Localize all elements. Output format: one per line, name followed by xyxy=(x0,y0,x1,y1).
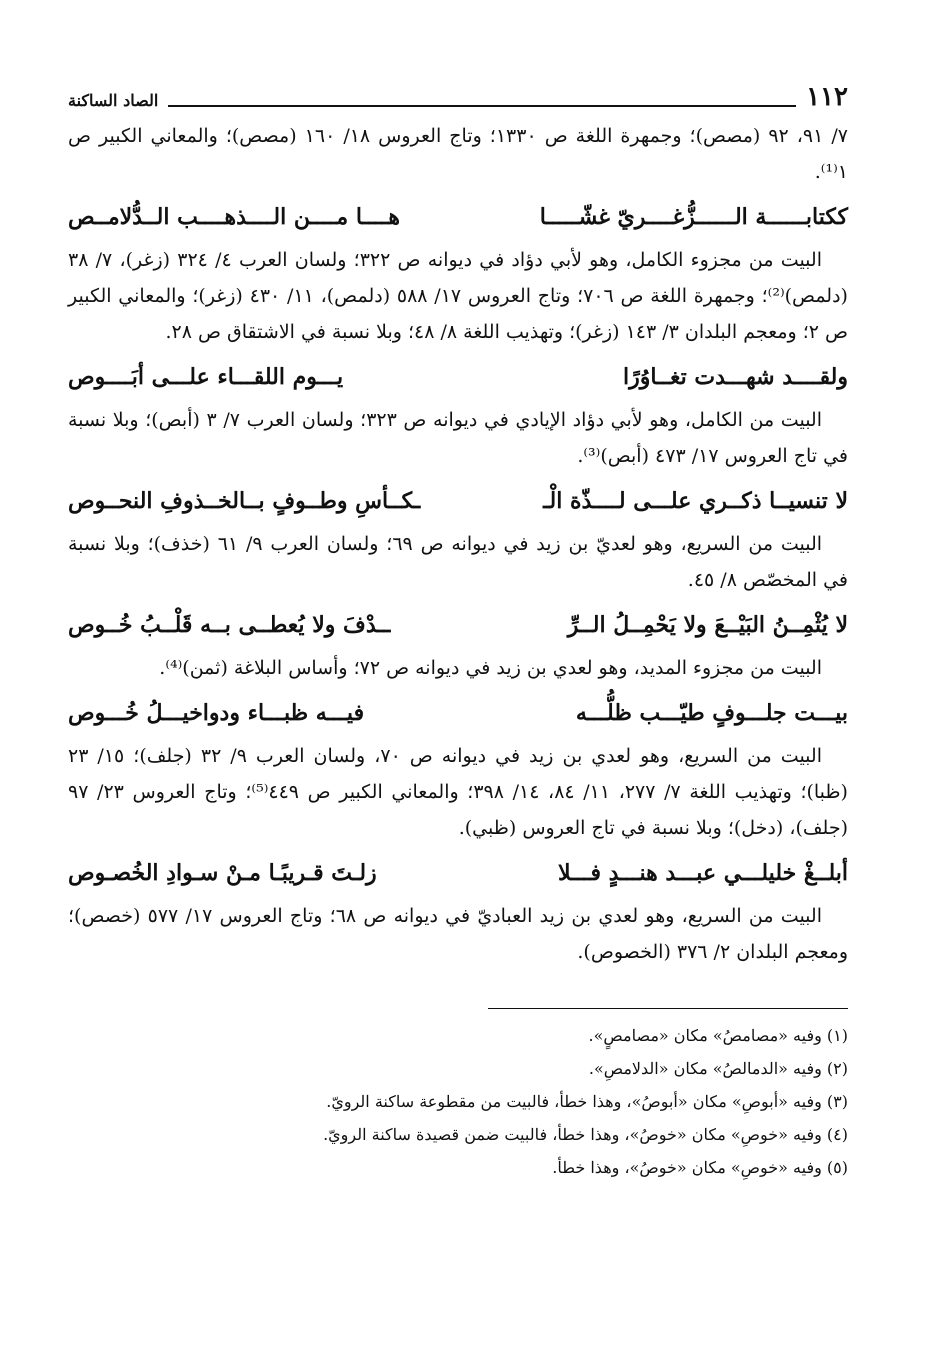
verse-commentary: البيت من السريع، وهو لعدي بن زيد في ديوانه ص ٧٠، ولسان العرب ٩/ ٣٢ (جلف)؛ ١٥/ ٢٣ (ظبا)؛ وتهذيب اللغة ٧/ ٢٧٧، ١١/ ٨٤، ١٤/ ٣٩٨؛ والمعاني الكبير ص ٤٤٩⁽⁵⁾؛ وتاج العروس ٢٣/ ٩٧ (جلف)، (دخل)؛ وبلا نسبة في تاج العروس (ظبي). xyxy=(68,745,848,839)
page xyxy=(68,78,848,1184)
page-header xyxy=(68,78,848,112)
verse-second-hemistich: زلـتَ قـريبًـا مـنْ سـوادِ الخُصـوص xyxy=(68,860,377,886)
verse-second-hemistich: ــدْفَ ولا يُعطــى بــه قَلْــبُ خُــوص xyxy=(68,612,391,638)
footnotes xyxy=(68,1019,848,1184)
verse-line xyxy=(68,850,848,896)
verse-second-hemistich: هــــا مــــن الــــذهــــب الــدُّلامــص xyxy=(68,204,400,230)
verse-first-hemistich: لا يُثْمِــنُ البَيْــعَ ولا يَحْمِــلُ الــرِّ xyxy=(567,612,848,638)
page-number: ١١٢ xyxy=(806,82,848,112)
verse-line xyxy=(68,602,848,648)
footnote: (٥) وفيه «خوصِ» مكان «خوصُ»، وهذا خطأ. xyxy=(552,1158,848,1177)
verse-first-hemistich: أبلــغْ خليلـــي عبـــد هنـــدٍ فـــلا xyxy=(558,860,848,886)
verse-line xyxy=(68,478,848,524)
footnote: (٤) وفيه «خوصِ» مكان «خوصُ»، وهذا خطأ، فالبيت ضمن قصيدة ساكنة الرويّ. xyxy=(323,1125,848,1144)
verse-line xyxy=(68,354,848,400)
verse-first-hemistich: ولقــــد شهـــدت تغــاوُرًا xyxy=(623,364,848,390)
verse-line xyxy=(68,194,848,240)
verse-first-hemistich: لا تنسيــا ذكــري علـــى لــــذّة الْـ xyxy=(543,488,848,514)
verse-second-hemistich: يـــوم اللقـــاء علـــى أبَــــوص xyxy=(68,364,344,390)
header-rule xyxy=(168,105,796,107)
verse-first-hemistich: ككتابــــــة الــــــزُّغــــريّ غشّـــــا xyxy=(539,204,848,230)
verse-commentary: البيت من مجزوء المديد، وهو لعدي بن زيد في ديوانه ص ٧٢؛ وأساس البلاغة (ثمن)⁽⁴⁾. xyxy=(159,657,822,679)
footnote: (٣) وفيه «أبوصِ» مكان «أبوصُ»، وهذا خطأ، فالبيت من مقطوعة ساكنة الرويّ. xyxy=(326,1092,848,1111)
verse-commentary: البيت من مجزوء الكامل، وهو لأبي دؤاد في ديوانه ص ٣٢٢؛ ولسان العرب ٤/ ٣٢٤ (زغر)، ٧/ ٣٨ (دلمص)⁽²⁾؛ وجمهرة اللغة ص ٧٠٦؛ وتاج العروس ١٧/ ٥٨٨ (دلمص)، ١١/ ٤٣٠ (زغر)؛ والمعاني الكبير ص ٢؛ ومعجم البلدان ٣/ ١٤٣ (زغر)؛ وتهذيب اللغة ٨/ ٤٨؛ وبلا نسبة في الاشتقاق ص ٢٨. xyxy=(68,249,848,343)
verse-commentary: البيت من السريع، وهو لعديّ بن زيد في ديوانه ص ٦٩؛ ولسان العرب ٩/ ٦١ (خذف)؛ وبلا نسبة في المخصّص ٨/ ٤٥. xyxy=(68,533,848,591)
footnote-separator xyxy=(488,1008,848,1009)
verse-line xyxy=(68,690,848,736)
verse-second-hemistich: ـكــأسِ وطــوفٍ بــالخــذوفِ النحــوص xyxy=(68,488,421,514)
verse-second-hemistich: فيـــه ظبـــاء ودواخيـــلُ خُـــوص xyxy=(68,700,365,726)
running-title: الصاد الساكنة xyxy=(68,91,159,110)
verse-commentary: البيت من الكامل، وهو لأبي دؤاد الإيادي في ديوانه ص ٣٢٣؛ ولسان العرب ٧/ ٣ (أبص)؛ وبلا نسبة في تاج العروس ١٧/ ٤٧٣ (أبص)⁽³⁾. xyxy=(68,409,848,467)
footnote: (٢) وفيه «الدمالصُ» مكان «الدلامصِ». xyxy=(588,1059,848,1078)
intro-paragraph: ٧/ ٩١، ٩٢ (مصص)؛ وجمهرة اللغة ص ١٣٣٠؛ وتاج العروس ١٨/ ١٦٠ (مصص)؛ والمعاني الكبير ص ١⁽¹⁾. xyxy=(68,125,848,183)
verse-first-hemistich: بيـــت جلـــوفٍ طيّـــب ظلُّـــه xyxy=(575,700,848,726)
main-text xyxy=(68,118,848,970)
footnote: (١) وفيه «مصامصُ» مكان «مصامصٍ». xyxy=(588,1026,848,1045)
verse-commentary: البيت من السريع، وهو لعدي بن زيد العباديّ في ديوانه ص ٦٨؛ وتاج العروس ١٧/ ٥٧٧ (خصص)؛ ومعجم البلدان ٢/ ٣٧٦ (الخصوص). xyxy=(68,905,848,963)
